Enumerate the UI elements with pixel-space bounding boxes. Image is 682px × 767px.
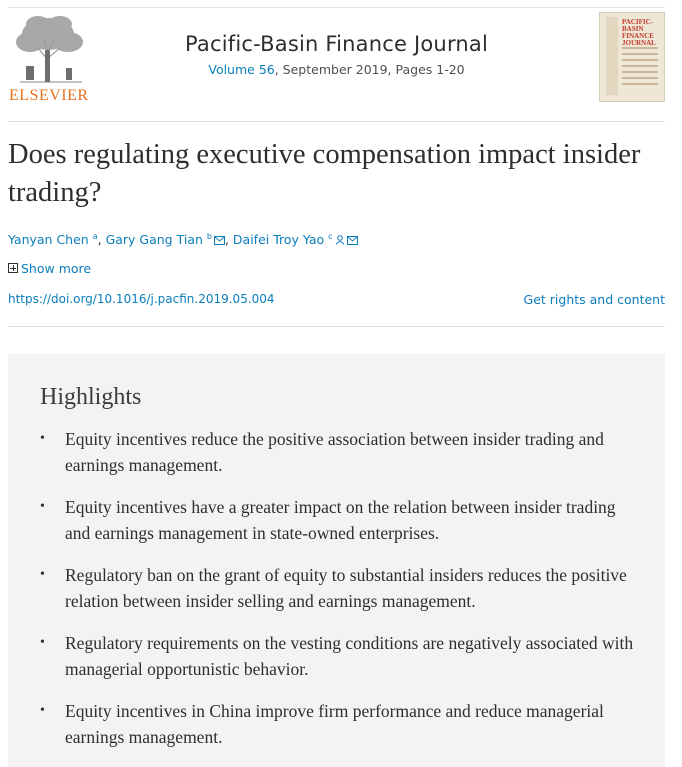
article-title: Does regulating executive compensation impact insider trading? <box>8 139 641 208</box>
publisher-name: ELSEVIER <box>9 87 89 104</box>
volume-link[interactable]: Volume 56 <box>208 62 275 77</box>
issue-details: , September 2019, Pages 1-20 <box>274 62 465 77</box>
cover-title: PACIFIC-BASIN FINANCE JOURNAL <box>622 18 656 47</box>
top-divider <box>8 7 665 8</box>
cover-strip <box>606 17 618 95</box>
show-more-button[interactable]: Show more <box>8 261 91 276</box>
journal-info <box>8 32 665 77</box>
header-divider <box>8 121 665 122</box>
highlights-section <box>8 354 665 767</box>
author-list: Yanyan Chen $^a$, Gary Gang Tian $^b$ , Daifei Troy Yao $^c$ <box>8 232 358 248</box>
highlight-item: • Equity incentives in China improve firm performance and reduce managerial earnings management. <box>40 698 640 750</box>
highlights-heading: Highlights <box>40 384 142 410</box>
doi-link[interactable]: https://doi.org/10.1016/j.pacfin.2019.05.004 <box>8 292 275 306</box>
author-link[interactable]: Yanyan Chen $^a$ <box>8 232 98 247</box>
journal-cover-thumbnail[interactable] <box>599 12 665 102</box>
author-link[interactable]: Gary Gang Tian $^b$ <box>106 232 225 247</box>
highlight-item: • Regulatory ban on the grant of equity to substantial insiders reduces the positive relation between insider selling and earnings management. <box>40 562 640 614</box>
highlight-item: • Regulatory requirements on the vesting conditions are negatively associated with managerial opportunistic behavior. <box>40 630 640 682</box>
email-icon <box>347 233 358 248</box>
email-icon <box>214 233 225 248</box>
highlights-list <box>40 426 640 766</box>
meta-divider <box>8 326 665 327</box>
cover-lines <box>622 47 658 89</box>
issue-line <box>8 62 665 77</box>
journal-title[interactable]: Pacific-Basin Finance Journal <box>184 32 489 56</box>
get-rights-link[interactable]: Get rights and content <box>523 292 665 307</box>
plus-icon <box>8 263 18 273</box>
person-icon <box>335 233 345 248</box>
author-link[interactable]: Daifei Troy Yao $^c$ <box>233 232 358 247</box>
highlight-item: • Equity incentives have a greater impact on the relation between insider trading and earnings management in state-owned enterprises. <box>40 494 640 546</box>
highlight-item: • Equity incentives reduce the positive association between insider trading and earnings management. <box>40 426 640 478</box>
journal-header <box>8 10 665 118</box>
